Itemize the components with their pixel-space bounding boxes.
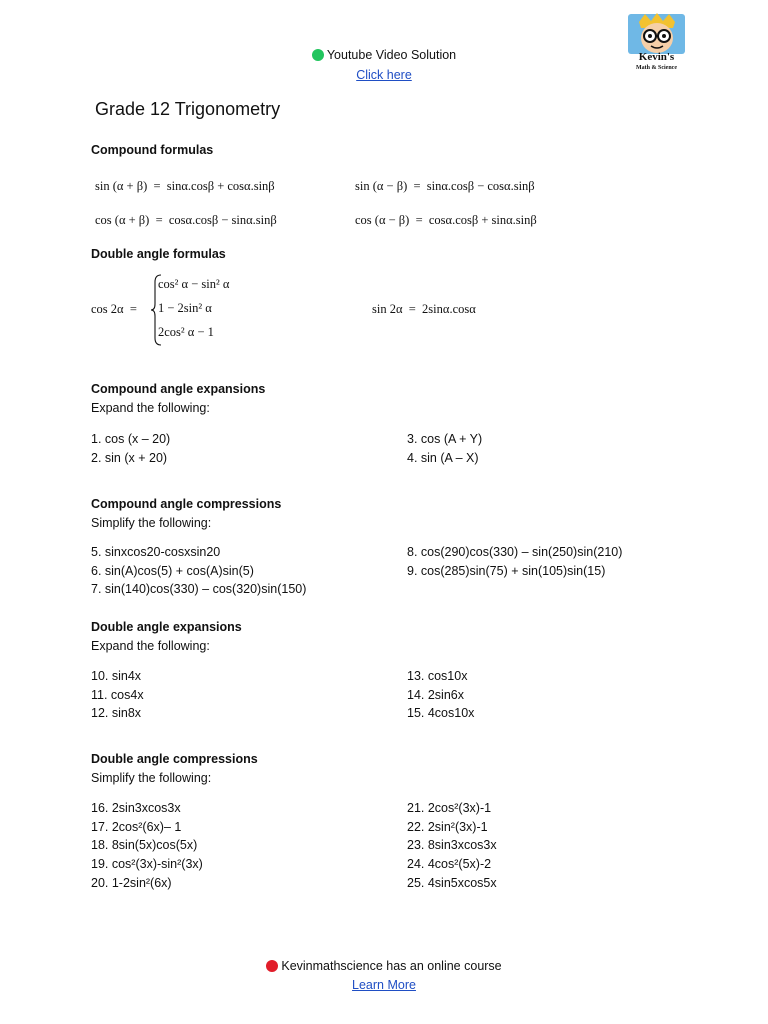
compound-compressions-heading: Compound angle compressions: [91, 497, 282, 511]
list-item: 20. 1-2sin²(6x): [91, 875, 172, 890]
list-item: 14. 2sin6x: [407, 687, 464, 702]
list-item: 6. sin(A)cos(5) + cos(A)sin(5): [91, 563, 254, 578]
formula-sin-diff: sin (α − β) = sinα.cosβ − cosα.sinβ: [355, 179, 535, 193]
compound-compressions-right-list: [407, 543, 622, 580]
list-item: 23. 8sin3xcos3x: [407, 838, 497, 853]
compound-expansions-heading: Compound angle expansions: [91, 382, 266, 396]
list-item: 13. cos10x: [407, 669, 468, 683]
compound-formulas-heading: Compound formulas: [91, 143, 214, 157]
list-item: 4. sin (A – X): [407, 450, 479, 465]
double-compressions-right-list: [407, 799, 497, 893]
green-dot-icon: [312, 49, 324, 61]
list-item: 3. cos (A + Y): [407, 432, 483, 446]
course-line: [0, 959, 768, 973]
double-expansions-heading: Double angle expansions: [91, 620, 242, 634]
youtube-label: Youtube Video Solution: [326, 48, 457, 62]
double-compressions-instruction: Simplify the following:: [91, 771, 212, 785]
list-item: 25. 4sin5xcos5x: [407, 875, 497, 890]
list-item: 2. sin (x + 20): [91, 450, 168, 465]
formula-sin-sum: sin (α + β) = sinα.cosβ + cosα.sinβ: [95, 179, 275, 193]
cos2a-lhs: cos 2α =: [91, 302, 137, 316]
list-item: 7. sin(140)cos(330) – cos(320)sin(150): [91, 582, 307, 597]
list-item: 19. cos²(3x)-sin²(3x): [91, 857, 203, 872]
list-item: 24. 4cos²(5x)-2: [407, 857, 492, 872]
cos2a-case-2: 1 − 2sin² α: [158, 301, 212, 315]
compound-expansions-instruction: Expand the following:: [91, 401, 210, 415]
list-item: 9. cos(285)sin(75) + sin(105)sin(15): [407, 563, 606, 578]
page-title: Grade 12 Trigonometry: [95, 99, 281, 119]
compound-compressions-instruction: Simplify the following:: [91, 516, 212, 530]
learn-more-link[interactable]: Learn More: [352, 978, 416, 992]
list-item: 22. 2sin²(3x)-1: [407, 819, 488, 834]
list-item: 16. 2sin3xcos3x: [91, 801, 181, 815]
compound-expansions-right-list: [407, 430, 482, 467]
double-expansions-right-list: [407, 667, 474, 723]
logo-subtext: Math & Science: [636, 65, 677, 71]
sin2a-formula: sin 2α = 2sinα.cosα: [372, 302, 476, 316]
double-compressions-heading: Double angle compressions: [91, 752, 258, 766]
compound-expansions-left-list: [91, 430, 170, 467]
list-item: 15. 4cos10x: [407, 706, 475, 721]
list-item: 21. 2cos²(3x)-1: [407, 801, 492, 815]
list-item: 11. cos4x: [91, 687, 144, 702]
list-item: 1. cos (x – 20): [91, 432, 171, 446]
list-item: 5. sinxcos20-cosxsin20: [91, 545, 221, 559]
list-item: 17. 2cos²(6x)– 1: [91, 819, 182, 834]
red-dot-icon: [266, 960, 278, 972]
course-label: Kevinmathscience has an online course: [281, 959, 502, 973]
formula-cos-sum: cos (α + β) = cosα.cosβ − sinα.sinβ: [95, 213, 277, 227]
learn-more-line: [0, 978, 768, 992]
kevins-logo: [625, 12, 688, 74]
list-item: 12. sin8x: [91, 706, 142, 721]
double-expansions-instruction: Expand the following:: [91, 639, 210, 653]
click-here-link[interactable]: Click here: [356, 68, 412, 82]
cos2a-case-3: 2cos² α − 1: [158, 325, 214, 339]
double-angle-formulas-heading: Double angle formulas: [91, 247, 226, 261]
list-item: 18. 8sin(5x)cos(5x): [91, 838, 198, 853]
cos2a-case-1: cos² α − sin² α: [158, 277, 230, 291]
formula-cos-diff: cos (α − β) = cosα.cosβ + sinα.sinβ: [355, 213, 537, 227]
logo-text: Kevin's: [638, 51, 675, 63]
list-item: 8. cos(290)cos(330) – sin(250)sin(210): [407, 545, 623, 559]
list-item: 10. sin4x: [91, 669, 142, 683]
double-expansions-left-list: [91, 667, 144, 723]
double-compressions-left-list: [91, 799, 203, 893]
compound-compressions-left-list: [91, 543, 306, 599]
